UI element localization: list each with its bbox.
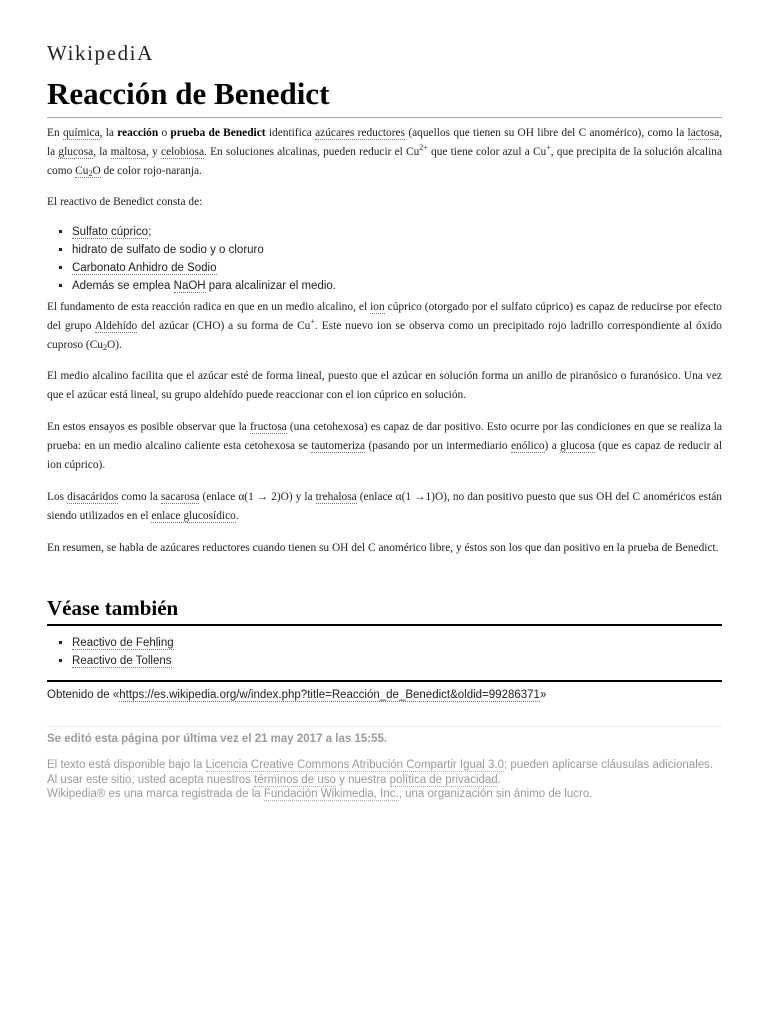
link-carbonato-anhidro-de-sodio[interactable]: Carbonato Anhidro de Sodio: [72, 262, 217, 274]
link-reactivo-de-fehling[interactable]: Reactivo de Fehling: [72, 637, 174, 649]
link-lactosa[interactable]: lactosa: [687, 127, 720, 139]
medio-alcalino-paragraph: El medio alcalino facilita que el azúcar esté de forma lineal, puesto que el azúcar en solución forma un anillo de piranósico o furanósico. Una vez que el azúcar está lineal, su grupo aldehído puede reaccionar con el ion cúprico en solución.: [47, 370, 722, 401]
link-terms-of-use[interactable]: términos de uso: [254, 773, 336, 786]
page-title: Reacción de Benedict: [47, 76, 330, 111]
reagent-list: [47, 223, 336, 295]
list-item: [72, 259, 336, 277]
list-item: [72, 634, 174, 652]
link-fructosa[interactable]: fructosa: [250, 421, 287, 433]
link-maltosa[interactable]: maltosa: [110, 146, 147, 158]
title-divider: [47, 117, 722, 118]
link-sacarosa[interactable]: sacarosa: [160, 491, 200, 503]
resumen-paragraph: En resumen, se habla de azúcares reductores cuando tienen su OH del C anomérico libre, y éstos son los que dan positivo en la prueba de Benedict.: [47, 542, 719, 554]
footer-separator: [47, 726, 722, 727]
intro-paragraph: En química, la reacción o prueba de Benedict identifica azúcares reductores (aquellos que tienen su OH libre del C anomérico), como la lactosa, la glucosa, la maltosa, y celobiosa. En soluciones alcalinas, pueden reducir el $Cu^{2+}$ que tiene color azul a Cu+, que precipita de la solución alcalina como $Cu_2O$ de color rojo-naranja.: [47, 127, 723, 178]
retrieved-from: Obtenido de «https://es.wikipedia.org/w/index.php?title=Reacción_de_Benedict&oldid=99286371»: [47, 689, 547, 701]
link-cu2o[interactable]: $Cu_2O$: [75, 165, 101, 178]
link-wikimedia-foundation[interactable]: Fundación Wikimedia, Inc.: [263, 788, 399, 800]
link-quimica[interactable]: química: [62, 127, 100, 139]
fructosa-paragraph: En estos ensayos es posible observar que la fructosa (una cetohexosa) es capaz de dar positivo. Esto ocurre por las condiciones en que se realiza la prueba: en un medio alcalino caliente esta cetohexosa se tautomeriza (pasando por un intermediario enólico) a glucosa (que es capaz de reducir al ion cúprico).: [47, 421, 722, 471]
link-permanent-url[interactable]: https://es.wikipedia.org/w/index.php?title=Reacción_de_Benedict&oldid=99286371: [119, 689, 540, 701]
list-item: [72, 652, 174, 670]
link-azucares-reductores[interactable]: azúcares reductores: [315, 127, 406, 139]
link-enolico[interactable]: enólico: [511, 440, 545, 452]
link-enlace-glucosidico[interactable]: enlace glucosídico: [151, 510, 236, 522]
link-license[interactable]: Licencia Creative Commons Atribución Compartir Igual 3.0: [205, 759, 505, 771]
list-item: ▪ hidrato de sulfato de sodio y o cloruro: [72, 241, 336, 259]
reagent-intro: El reactivo de Benedict consta de:: [47, 196, 203, 208]
link-sulfato-cuprico[interactable]: Sulfato cúprico: [72, 226, 149, 238]
link-disacaridos[interactable]: disacáridos: [67, 491, 119, 503]
link-celobiosa[interactable]: celobiosa: [161, 146, 205, 158]
fundamento-paragraph: El fundamento de esta reacción radica en que en un medio alcalino, el ion cúprico (otorgado por el sulfato cúprico) es capaz de reducirse por efecto del grupo Aldehído del azúcar (CHO) a su forma de Cu+. Este nuevo ion se observa como un precipitado rojo ladrillo correspondiente al óxido cuproso $(Cu_2O)$.: [47, 301, 722, 352]
link-tautomeriza[interactable]: tautomeriza: [311, 440, 366, 452]
term-reaccion: reacción: [117, 127, 159, 139]
see-also-heading: Véase también: [47, 596, 179, 620]
link-ion[interactable]: ion: [370, 301, 385, 313]
link-privacy-policy[interactable]: política de privacidad: [389, 773, 498, 786]
license-text: El texto está disponible bajo la Licencia Creative Commons Atribución Compartir Igual 3.0; pueden aplicarse cláusulas adicionales. Al usar este sitio, usted acepta nuestros términos de uso y nuestra política de privacidad. Wikipedia® es una marca registrada de la Fundación Wikimedia, Inc., una organización sin ánimo de lucro.: [47, 759, 714, 800]
last-modified: Se editó esta página por última vez el 21 may 2017 a las 15:55.: [47, 733, 388, 745]
link-reactivo-de-tollens[interactable]: Reactivo de Tollens: [72, 655, 172, 667]
link-naoh[interactable]: NaOH: [173, 280, 206, 292]
link-trehalosa[interactable]: trehalosa: [315, 491, 357, 503]
disacaridos-paragraph: Los disacáridos como la sacarosa (enlace α(1 → 2)O) y la trehalosa (enlace α(1 →1)O), no dan positivo puesto que sus OH del C anoméricos están siendo utilizados en el enlace glucosídico.: [47, 491, 722, 522]
term-prueba-de-benedict: prueba de Benedict: [170, 127, 266, 139]
link-glucosa[interactable]: glucosa: [58, 146, 94, 158]
link-glucosa-2[interactable]: glucosa: [560, 440, 595, 452]
link-aldehido[interactable]: Aldehído: [94, 320, 138, 332]
footer-divider: [47, 680, 722, 682]
list-item: ▪ Además se emplea NaOH para alcalinizar el medio.: [72, 277, 336, 295]
wikipedia-logo[interactable]: WikipediA: [47, 41, 154, 65]
see-also-divider: [47, 624, 722, 626]
see-also-list: [47, 634, 174, 670]
list-item: ▪ Sulfato cúprico;: [72, 223, 336, 241]
